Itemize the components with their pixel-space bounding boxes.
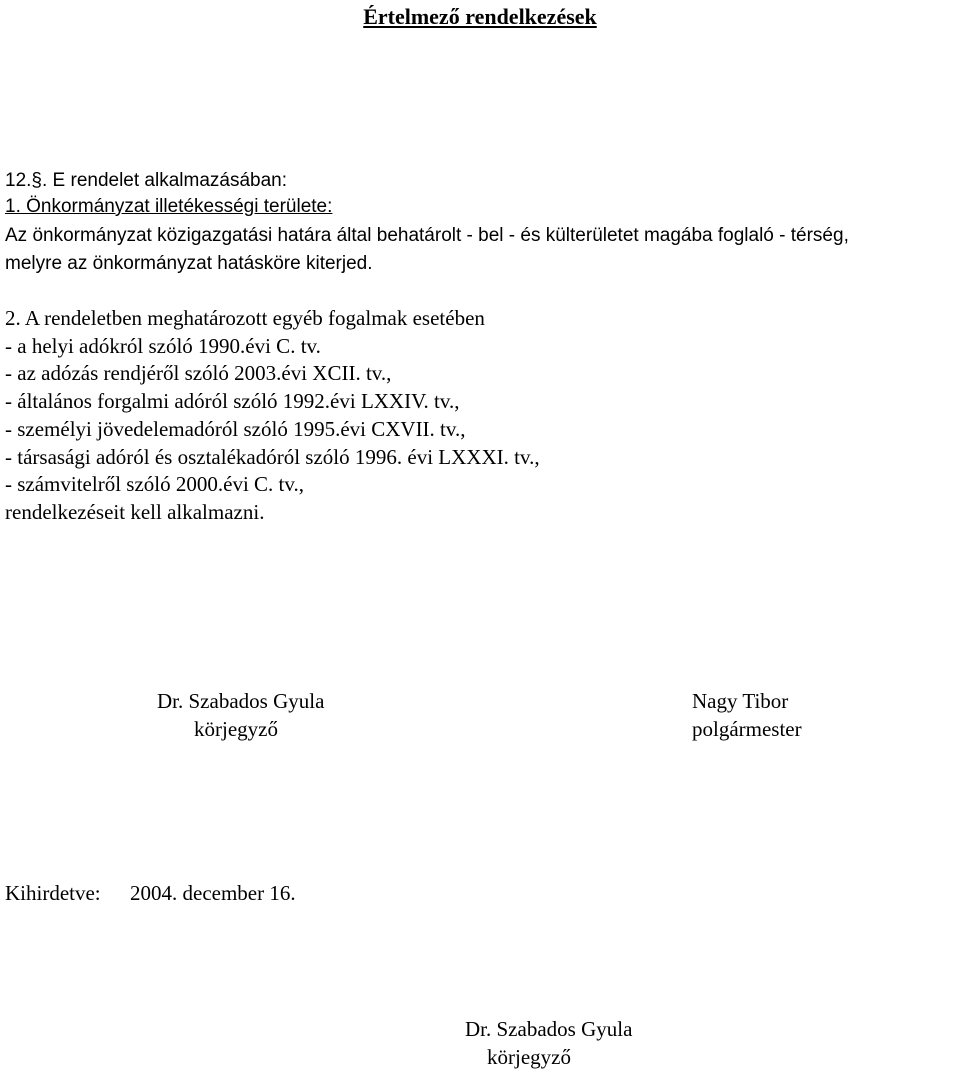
signature-right-name: Nagy Tibor: [692, 689, 789, 713]
item2-line: - számvitelről szóló 2000.évi C. tv.,: [5, 472, 305, 496]
item2-line: - a helyi adókról szóló 1990.évi C. tv.: [5, 334, 321, 358]
item1-title: [5, 194, 332, 220]
bottom-signature-role: körjegyző: [487, 1045, 571, 1069]
signature-left-role: körjegyző: [194, 717, 278, 741]
item2-line: - általános forgalmi adóról szóló 1992.évi LXXIV. tv.,: [5, 389, 460, 413]
item2-closing-line: rendelkezéseit kell alkalmazni.: [5, 500, 265, 524]
publication-date: 2004. december 16.: [130, 881, 296, 905]
bottom-signature-name: Dr. Szabados Gyula: [465, 1017, 633, 1041]
item2-line: - személyi jövedelemadóról szóló 1995.évi CXVII. tv.,: [5, 417, 466, 441]
item2-title: 2. A rendeletben meghatározott egyéb fogalmak esetében: [5, 306, 485, 330]
publication-label: Kihirdetve:: [5, 881, 101, 905]
item2-line: - társasági adóról és osztalékadóról szóló 1996. évi LXXXI. tv.,: [5, 445, 540, 469]
item1-title-text: 1. Önkormányzat illetékességi területe:: [5, 196, 333, 217]
signature-left-name: Dr. Szabados Gyula: [157, 689, 325, 713]
item1-text-line1: Az önkormányzat közigazgatási határa által behatárolt - bel - és külterületet magába foglaló - térség,: [5, 225, 849, 246]
item2-line: - az adózás rendjéről szóló 2003.évi XCII. tv.,: [5, 361, 392, 385]
section-heading: 12.§. E rendelet alkalmazásában:: [5, 170, 288, 191]
signature-right-role: polgármester: [692, 717, 802, 741]
item1-text-line2: melyre az önkormányzat hatásköre kiterjed.: [5, 253, 373, 274]
document-title: Értelmező rendelkezések: [363, 4, 597, 29]
